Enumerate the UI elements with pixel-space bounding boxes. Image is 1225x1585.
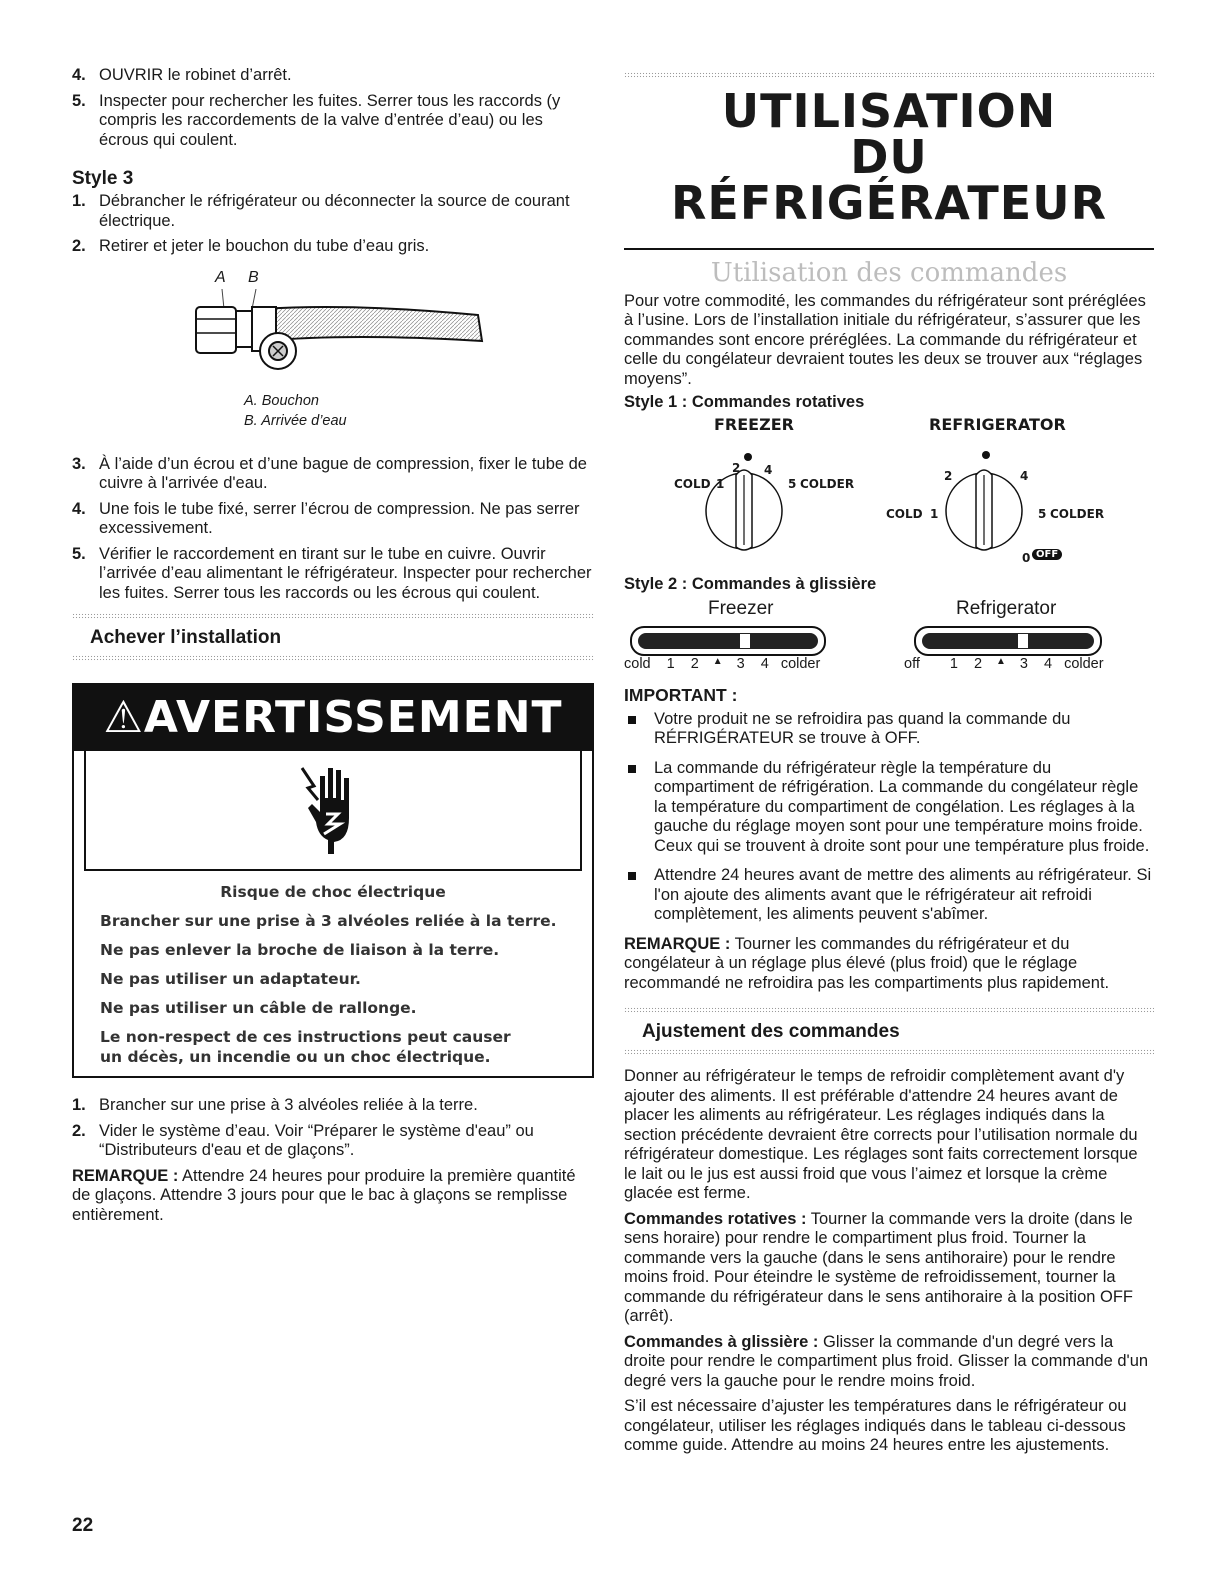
figure-label-a: A xyxy=(215,268,226,286)
warning-line: Brancher sur une prise à 3 alvéoles reliée à la terre. xyxy=(100,912,557,930)
style1-heading: Style 1 : Commandes rotatives xyxy=(624,393,865,411)
freezer-label: FREEZER xyxy=(714,414,794,434)
list-item: 3. À l’aide d’un écrou et d’une bague de compression, fixer le tube de cuivre à l'arrivée d'eau. xyxy=(72,454,587,492)
slider-track xyxy=(922,633,1094,649)
title-rule xyxy=(624,248,1154,250)
slider-paragraph: Commandes à glissière : Glisser la commande d'un degré vers la droite pour rendre le compartiment plus froid. Glisser la commande d'un degré vers la gauche pour le rendre moins froid. xyxy=(624,1332,1149,1390)
freezer-slider[interactable] xyxy=(630,626,826,656)
warning-triangle-icon: ⚠ xyxy=(103,692,144,743)
bullet-square-icon xyxy=(628,872,636,880)
steps-top-list xyxy=(72,66,594,150)
refrigerator-slider-scale: off 1 2 ▲ 3 4 colder xyxy=(904,656,1104,672)
warning-box xyxy=(72,683,594,1078)
figure-caption-b: B. Arrivée d’eau xyxy=(244,412,347,429)
list-item: Attendre 24 heures avant de mettre des aliments au réfrigérateur. Si l'on ajoute des aliments avant que le réfrigérateur ait refroidi complètement, les aliments peuvent s'abîmer. xyxy=(624,866,1154,925)
figure-caption-a: A. Bouchon xyxy=(244,392,319,409)
style3-steps-b xyxy=(72,455,594,604)
remarque-left: REMARQUE : Attendre 24 heures pour produire la première quantité de glaçons. Attendre 3 jours pour que le bac à glaçons se remplisse entièrement. xyxy=(72,1166,576,1224)
refrigerator-label: REFRIGERATOR xyxy=(929,414,1066,434)
divider xyxy=(72,655,594,661)
intro-paragraph: Pour votre commodité, les commandes du réfrigérateur sont préréglées à l’usine. Lors de l’installation initiale du réfrigérateur, s’assurer que les commandes sont encore préréglées. La commande du réfrigérateur et celle du congélateur devraient toutes les deux se trouver aux “réglages moyens”. xyxy=(624,291,1146,388)
remarque-right: REMARQUE : Tourner les commandes du réfrigérateur et du congélateur à un réglage plus élevé (plus froid) que le réglage recommandé ne refroidira pas les compartiments plus rapidement. xyxy=(624,934,1110,992)
section-subtitle: Utilisation des commandes xyxy=(710,257,1068,288)
page-number: 22 xyxy=(72,1515,94,1536)
warning-line: Ne pas enlever la broche de liaison à la terre. xyxy=(100,941,500,959)
rotary-controls: FREEZER REFRIGERATOR COLD 1 2 4 5 COLDER 2 4 COLD 1 5 COLDER 0 OFF xyxy=(674,414,1105,565)
refrigerator-slider[interactable] xyxy=(914,626,1102,656)
warning-line: un décès, un incendie ou un choc électrique. xyxy=(100,1048,491,1066)
arrow-up-icon: ▲ xyxy=(996,656,1006,667)
list-item: 1. Débrancher le réfrigérateur ou déconnecter la source de courant électrique. xyxy=(72,192,570,230)
warning-line: Risque de choc électrique xyxy=(220,883,446,901)
list-item: 2. Retirer et jeter le bouchon du tube d’eau gris. xyxy=(72,237,430,255)
adjust-paragraph: Donner au réfrigérateur le temps de refroidir complètement avant d'y ajouter des aliments. Il est préférable d'attendre 24 heures avant de placer les aliments au réfrigérateur. Les réglages indiqués dans la section précédente devraient être corrects pour l’utilisation normale du réfrigérateur domestique. Les réglages sont faits correctement lorsque le lait ou le jus est aussi froid que vous l’aimez et lorsque la crème glacée est ferme. xyxy=(624,1067,1138,1202)
bullet-square-icon xyxy=(628,765,636,773)
refrigerator-dial-knob xyxy=(944,449,1024,559)
electric-shock-hand-icon xyxy=(298,762,368,858)
warning-banner: ⚠AVERTISSEMENT xyxy=(74,685,592,751)
freezer-slider-scale: cold 1 2 ▲ 3 4 colder xyxy=(624,656,821,672)
slider-track xyxy=(638,633,818,649)
warning-line: Le non-respect de ces instructions peut causer xyxy=(100,1028,511,1046)
right-column xyxy=(624,0,1154,1456)
bullet-square-icon xyxy=(628,716,636,724)
slider-thumb[interactable] xyxy=(740,634,750,648)
warning-text xyxy=(74,871,592,1076)
list-item: 5. Vérifier le raccordement en tirant sur le tube en cuivre. Ouvrir l’arrivée d’eau alimentant le réfrigérateur. Inspecter pour rechercher les fuites. Serrer tous les raccords ou les écrous qui coulent. xyxy=(72,544,592,602)
water-tube-illustration xyxy=(182,289,602,399)
style3-steps-a xyxy=(72,192,594,257)
list-item: 2. Vider le système d’eau. Voir “Préparer le système d'eau” ou “Distributeurs d'eau et de glaçons”. xyxy=(72,1121,534,1159)
section-heading-ajustement: Ajustement des commandes xyxy=(642,1021,900,1042)
final-paragraph: S’il est nécessaire d’ajuster les températures dans le réfrigérateur ou congélateur, utiliser les réglages indiqués dans le tableau ci-dessous comme guide. Attendre au moins 24 heures entre les ajustements. xyxy=(624,1397,1127,1454)
slider-refrigerator-label: Refrigerator xyxy=(956,598,1057,619)
slider-freezer-label: Freezer xyxy=(708,598,774,619)
warning-line: Ne pas utiliser un adaptateur. xyxy=(100,970,361,988)
important-label: IMPORTANT : xyxy=(624,685,738,705)
left-column xyxy=(72,0,594,1225)
slider-controls xyxy=(624,594,1154,682)
list-item: 4. Une fois le tube fixé, serrer l’écrou de compression. Ne pas serrer excessivement. xyxy=(72,499,580,537)
style2-heading: Style 2 : Commandes à glissière xyxy=(624,574,877,593)
arrow-up-icon: ▲ xyxy=(712,656,723,667)
off-badge: OFF xyxy=(1032,549,1062,560)
page-title: UTILISATION DU RÉFRIGÉRATEUR xyxy=(670,84,1107,230)
rotary-paragraph: Commandes rotatives : Tourner la commande vers la droite (dans le sens horaire) pour rendre le compartiment plus froid. Tourner la commande vers la gauche (dans le sens antihoraire) pour le rendre moins froid. Pour éteindre le système de refroidissement, tourner la commande du réfrigérateur dans le sens antihoraire à la position OFF (arrêt). xyxy=(624,1209,1134,1325)
section-heading-achever: Achever l’installation xyxy=(90,627,282,648)
final-steps xyxy=(72,1096,594,1161)
list-item: La commande du réfrigérateur règle la température du compartiment de réfrigération. La commande du congélateur règle la température du compartiment de congélation. Les réglages à la gauche du réglage moyen sont pour une température moins froide. Ceux qui se trouvent à droite sont pour une température plus froide. xyxy=(624,759,1154,857)
warning-line: Ne pas utiliser un câble de rallonge. xyxy=(100,999,417,1017)
list-item: 1. Brancher sur une prise à 3 alvéoles reliée à la terre. xyxy=(72,1096,478,1114)
list-item: 4. OUVRIR le robinet d’arrêt. xyxy=(72,66,292,84)
figure-label-b: B xyxy=(248,268,259,286)
slider-thumb[interactable] xyxy=(1018,634,1028,648)
important-bullets xyxy=(624,710,1154,925)
tube-figure xyxy=(72,263,594,433)
warning-icon-row xyxy=(84,751,582,871)
style3-heading: Style 3 xyxy=(72,168,134,189)
divider xyxy=(624,1049,1154,1055)
list-item: 5. Inspecter pour rechercher les fuites. Serrer tous les raccords (y compris les raccordements de la valve d’entrée d’eau) ou les écrous qui coulent. xyxy=(72,91,561,149)
list-item: Votre produit ne se refroidira pas quand la commande du RÉFRIGÉRATEUR se trouve à OFF. xyxy=(624,710,1154,749)
divider xyxy=(624,72,1154,78)
